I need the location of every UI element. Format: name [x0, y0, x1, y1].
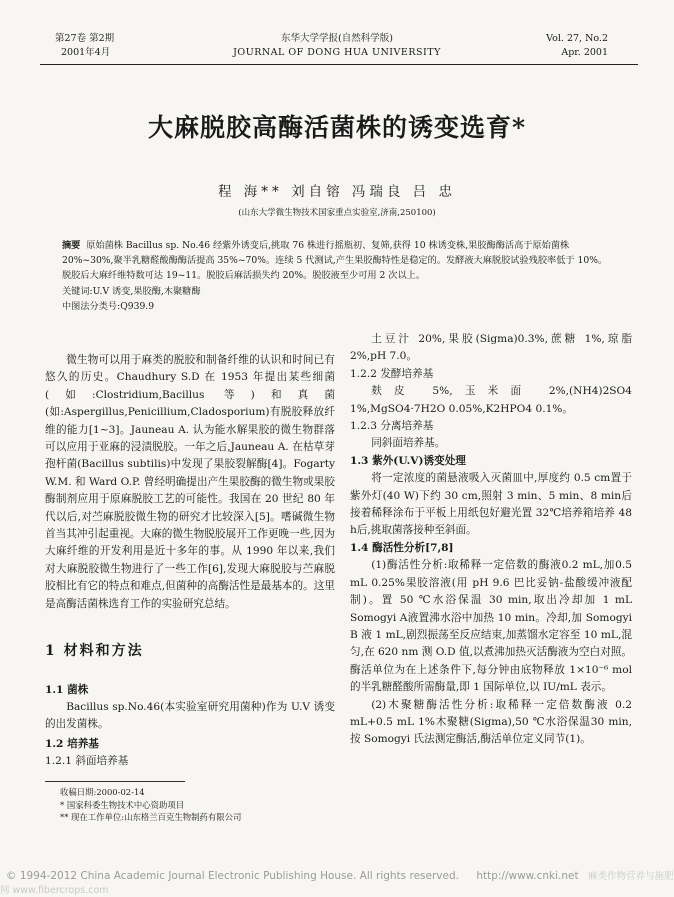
abstract-body: 原始菌株 Bacillus sp. No.46 经紫外诱变后,挑取 76 株进行摇瓶初、复筛,获得 10 株诱变株,果胶酶酶活高于原始菌株 20%~30%,聚半乳糖醛酸酶酶活提高 35%~70%。连续 5 代测试,产生果胶酶特性是稳定的。发酵液大麻脱胶试验残胶率低于 10%。脱胶后大麻纤维特数可达 19~11。脱胶后麻活损失约 20%。脱胶液至少可用 2 次以上。 [62, 240, 608, 282]
subsection-1-2-2-heading: 1.2.2 发酵培养基 [350, 367, 434, 380]
header-rule [40, 64, 638, 65]
authors: 程 海** 刘自镕 冯瑞良 吕 忠 [218, 184, 456, 200]
slant-medium-text: 土豆汁 20%,果胶(Sigma)0.3%,蔗糖 1%,琼脂 2%,pH 7.0。 [350, 333, 632, 363]
affiliation: (山东大学微生物技术国家重点实验室,济南,250100) [238, 208, 436, 218]
footer-copyright: © 1994-2012 China Academic Journal Electronic Publishing House. All rights reserved. [6, 870, 459, 882]
subsection-1-2-1-heading: 1.2.1 斜面培养基 [45, 755, 129, 767]
footnotes [60, 786, 330, 824]
abstract-text [62, 238, 614, 284]
subsection-1-3-heading: 1.3 紫外(U.V)诱变处理 [350, 454, 466, 467]
left-column [45, 352, 335, 613]
footer-watermark-stamp: 麻类作物营养与施肥网 www.fibercrops.com [0, 871, 674, 896]
footer [0, 868, 674, 896]
paper-title: 大麻脱胶高酶活菌株的诱变选育* [147, 113, 527, 142]
footnote-author-affiliation: ** 现在工作单位:山东格兰百克生物制药有限公司 [60, 812, 242, 822]
xylanase-assay-text: (2)木聚糖酶活性分析:取稀释一定倍数酶液 0.2 mL+0.5 mL 1%木聚糖(Sigma),50 ℃水浴保温30 min,按 Somogyi 氏法测定酶活,酶活单位定义同节(1)。 [350, 698, 632, 746]
keywords: 关键词:U.V 诱变,果胶酶,木聚糖酶 [62, 285, 201, 297]
right-column [350, 331, 632, 749]
header-journal-en: JOURNAL OF DONG HUA UNIVERSITY [233, 47, 441, 58]
intro-paragraph: 微生物可以用于麻类的脱胶和制备纤维的认识和时间已有悠久的历史。Chaudhury S.D 在 1953 年提出某些细菌(如:Clostridium,Bacillus 等)和真菌(如:Aspergillus,Penicillium,Cladosporium)有脱胶释放纤维的能力[1~3]。Jauneau A. 认为能水解果胶的微生物群落可以应用于亚麻的浸渍脱胶。一年之后,Jauneau A. 在枯草芽孢杆菌(Bacillus subtilis)中发现了果胶裂解酶[4]。Fogarty W.M. 和 Ward O.P. 曾经明确提出产生果胶酶的微生物或果胶酶制剂应用于原麻脱胶工艺的可能性。我国在 20 世纪 80 年代以后,对苎麻脱胶微生物的研究才比较深入[5]。嗜碱微生物首当其冲引起重视。大麻的微生物脱胶展开工作更晚一些,因为大麻纤维的开发利用是近十多年的事。从 1990 年以来,我们对大麻脱胶微生物进行了一些工作[6],发现大麻脱胶与苎麻脱胶相比有它的特点和难点,但菌种的高酶活性是最基本的。这里是高酶活菌株选育工作的实验研究总结。 [45, 354, 335, 610]
fermentation-medium-text: 麸皮 5%,玉米面 2%,(NH4)2SO4 1%,MgSO4·7H2O 0.05%,K2HPO4 0.1%。 [350, 385, 632, 415]
subsection-1-2-heading: 1.2 培养基 [45, 738, 99, 750]
isolation-medium-text: 同斜面培养基。 [371, 437, 446, 450]
strain-paragraph: Bacillus sp.No.46(本实验室研究用菌种)作为 U.V 诱变的出发菌株。 [45, 701, 335, 731]
section-1-heading: 1 材料和方法 [45, 643, 144, 659]
pectinase-assay-text: (1)酶活性分析:取稀释一定倍数的酶液0.2 mL,加0.5 mL 0.25%果胶溶液(用 pH 9.6 巴比妥钠-盐酸缓冲液配制)。置 50 ℃水浴保温 30 min,取出冷却加 1 mL Somogyi A液置沸水浴中加热 10 min。冷却,加 Somogyi B 液 1 mL,剧烈振荡至反应结束,加蒸馏水定容至 10 mL,混匀,在 620 nm 测 O.D 值,以煮沸加热灭活酶液为空白对照。酶活单位为在上述条件下,每分钟由底物释放 1×10⁻⁶ mol 的半乳糖醛酸所需酶量,即 1 国际单位,以 IU/mL 表示。 [350, 559, 632, 694]
header-date-cn: 2001年4月 [61, 47, 111, 58]
subsection-1-1-text [45, 699, 335, 734]
header-date-en: Apr. 2001 [561, 47, 608, 58]
header-volume-cn: 第27卷 第2期 [55, 33, 115, 44]
header-journal-cn: 东华大学学报(自然科学版) [281, 33, 393, 44]
uv-mutagenesis-text: 将一定浓度的菌悬液吸入灭菌皿中,厚度约 0.5 cm置于紫外灯(40 W)下约 30 cm,照射 3 min、5 min、8 min后接着稀释涂布于平板上用纸包好避光置 32℃培养箱培养 48 h后,挑取菌落接种至斜面。 [350, 472, 632, 537]
subsection-1-2-3-heading: 1.2.3 分离培养基 [350, 420, 434, 433]
footer-url[interactable]: http://www.cnki.net [476, 870, 579, 882]
abstract [62, 238, 614, 314]
abstract-label: 摘要 [62, 240, 81, 251]
footnote-received: 收稿日期:2000-02-14 [60, 787, 145, 797]
footnote-rule [45, 781, 185, 782]
subsection-1-4-heading: 1.4 酶活性分析[7,8] [350, 541, 454, 554]
footnote-funding: * 国家科委生物技术中心资助项目 [60, 799, 185, 810]
subsection-1-1-heading: 1.1 菌株 [45, 684, 89, 696]
clc-number: 中图法分类号:Q939.9 [62, 300, 155, 312]
header-volume-en: Vol. 27, No.2 [546, 33, 608, 44]
